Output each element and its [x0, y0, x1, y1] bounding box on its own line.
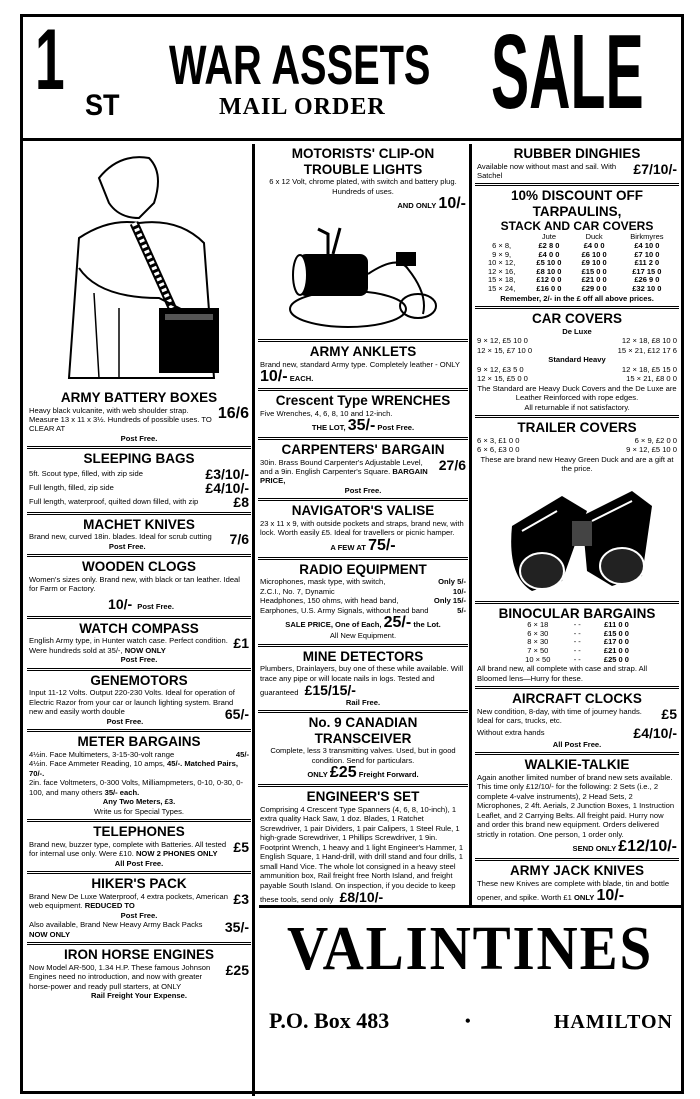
company-address: P.O. Box 483	[269, 1008, 390, 1033]
table-cell: £21 0 0	[581, 275, 607, 285]
iron-horse-description: Now Model AR-500, 1.34 H.P. These famous Johnson Engines need no introduction, and now with greater horse-power and ready pull starters, at ONLY	[29, 962, 211, 991]
aircraft-clocks-title: AIRCRAFT CLOCKS	[512, 691, 642, 707]
battery-box-title: ARMY BATTERY BOXES	[60, 390, 218, 405]
battery-box-note: Post Free.	[120, 433, 158, 443]
watch-compass-only: NOW ONLY	[124, 645, 166, 655]
watch-compass-ad	[27, 619, 251, 671]
aircraft-clocks-variant: Without extra hands	[477, 727, 545, 737]
carpenters-note: Post Free.	[344, 485, 382, 495]
machet-knives-ad	[27, 515, 251, 557]
telephones-note: All Post Free.	[114, 858, 164, 868]
table-cell: 6 × 18	[527, 620, 549, 630]
machet-knives-price: 7/6	[229, 531, 249, 548]
trailer-cover-size: 6 × 3, £1 0 0	[477, 435, 520, 445]
car-covers-standard: Standard Heavy	[548, 355, 606, 365]
table-cell: 10 × 50	[525, 654, 551, 664]
wrenches-note: Post Free.	[377, 423, 415, 432]
walkie-talkie-send: SEND ONLY	[572, 843, 617, 853]
headline-subtitle: MAIL ORDER	[219, 94, 386, 120]
table-cell: £4 0 0	[583, 240, 605, 250]
valise-title: NAVIGATOR'S VALISE	[291, 503, 435, 519]
aircraft-clocks-ad	[475, 689, 679, 755]
mine-detectors-note: Rail Free.	[345, 697, 381, 707]
jack-knives-title: ARMY JACK KNIVES	[509, 862, 645, 878]
iron-horse-ad	[27, 945, 251, 1003]
hikers-pack-price: £3	[233, 890, 249, 907]
table-cell: £7 10 0	[634, 249, 660, 259]
wrenches-ad	[258, 391, 468, 440]
sleeping-bag-line: 5ft. Scout type, filled, with zip side	[29, 469, 143, 479]
masthead	[23, 12, 681, 141]
carpenters-bargain-price: BARGAIN PRICE,	[260, 467, 428, 486]
tarpaulins-note: Remember, 2/- in the £ off all above prices.	[500, 293, 654, 303]
table-row: 6 × 18 - - £11 0 0	[507, 621, 647, 630]
sleeping-bag-price: £8	[233, 493, 249, 510]
valise-description: 23 x 11 x 9, with outside pockets and straps, brand new, with lock. Worth easily £5. Ideal for travellers or picnic hamper.	[260, 518, 464, 538]
dinghies-price: £7/10/-	[633, 160, 677, 177]
table-cell: 15 × 24,	[488, 284, 516, 294]
radio-sale-price: SALE PRICE, One of Each,	[285, 620, 382, 630]
trailer-cover-size: 6 × 9, £2 0 0	[634, 435, 677, 445]
trouble-lights-only: AND ONLY	[397, 201, 437, 210]
tarpaulins-title-2: TARPAULINS,	[532, 204, 622, 219]
jack-knives-only: ONLY	[573, 892, 595, 902]
mine-detectors-description: Plumbers, Drainlayers, buy one of these while available. Will trace any pipe or will locate nails in logs. Tested and guaranteed	[260, 664, 464, 698]
table-header: Birkmyres	[630, 232, 664, 242]
binocular-price-table	[507, 621, 647, 664]
company-city: HAMILTON	[553, 1011, 673, 1033]
army-anklets-description: Brand new, standard Army type. Completely leather - ONLY	[260, 359, 460, 369]
engineers-set-price: £8/10/-	[339, 889, 384, 904]
genemotors-description: Input 11-12 Volts. Output 220-230 Volts. Ideal for operation of Electric Razor from your car or launch lighting system. Brand new and easily worth double	[29, 688, 235, 717]
radio-price: 5/-	[457, 605, 466, 615]
table-cell: £16 0 0	[536, 284, 562, 294]
wrenches-lot: THE LOT,	[311, 423, 346, 432]
aircraft-clocks-description: New condition, 8-day, with time of journey hands. Ideal for cars, trucks, etc.	[477, 706, 642, 726]
genemotors-price: 65/-	[224, 706, 249, 723]
car-cover-size: 12 × 18, £5 15 0	[621, 364, 677, 374]
meter-bargains-title: METER BARGAINS	[77, 734, 201, 750]
transceiver-title: No. 9 CANADIAN TRANSCEIVER	[308, 715, 418, 746]
engineers-set-ad	[258, 787, 468, 904]
army-anklets-price: 10/-	[260, 368, 288, 385]
machet-knives-note: Post Free.	[108, 541, 146, 551]
back-pack-description: Also available, Brand New Heavy Army Back Packs	[29, 920, 203, 930]
company-name: VALINTINES	[286, 915, 654, 983]
car-cover-size: 15 × 21, £8 0 0	[626, 374, 677, 384]
watch-compass-title: WATCH COMPASS	[79, 620, 199, 636]
table-cell: £11 2 0	[634, 258, 660, 268]
trouble-lights-title: MOTORISTS' CLIP-ON TROUBLE LIGHTS	[291, 146, 435, 177]
genemotors-note: Post Free.	[106, 716, 144, 726]
wooden-clogs-title: WOODEN CLOGS	[82, 559, 196, 575]
sleeping-bag-line: Full length, waterproof, quilted down filled, with zip	[29, 497, 199, 507]
table-cell: 6 × 30	[527, 628, 549, 638]
table-cell: 8 × 30	[527, 637, 549, 647]
binocular-description: All brand new, all complete with case and strap. All Bloomed lens—Hurry for these.	[477, 664, 648, 683]
wooden-clogs-ad	[27, 557, 251, 618]
aircraft-clocks-price-2: £4/10/-	[633, 724, 677, 741]
trouble-light-illustration	[278, 214, 448, 334]
car-cover-size: 9 × 12, £3 5 0	[477, 364, 524, 374]
table-cell: 6 × 8,	[492, 240, 512, 250]
sleeping-bags-title: SLEEPING BAGS	[83, 451, 195, 467]
wooden-clogs-price: 10/-	[108, 595, 133, 612]
separator-dot: •	[465, 1013, 471, 1030]
transceiver-price: £25	[329, 764, 357, 782]
meter-note: Write us for Special Types.	[93, 806, 185, 816]
telephones-title: TELEPHONES	[93, 824, 185, 840]
table-cell: 12 × 16,	[488, 266, 516, 276]
column-divider	[469, 144, 472, 906]
trailer-covers-ad	[475, 418, 679, 603]
car-covers-description: The Standard are Heavy Duck Covers and the De Luxe are Leather Reinforced with rope edges.	[477, 383, 677, 403]
army-anklets-title: ARMY ANKLETS	[309, 344, 417, 359]
car-cover-size: 9 × 12, £5 10 0	[477, 336, 528, 346]
column-middle	[258, 144, 468, 904]
radio-note: All New Equipment.	[329, 631, 397, 641]
walkie-talkie-title: WALKIE-TALKIE	[524, 757, 630, 773]
table-cell: £15 0 0	[581, 266, 607, 276]
telephones-price: £5	[233, 838, 249, 855]
back-pack-only: NOW ONLY	[29, 929, 71, 939]
wooden-clogs-description: Women's sizes only. Brand new, with black or tan leather. Ideal for Farm or Factory.	[29, 574, 240, 594]
meter-line: 2in. face Voltmeters, 0-300 Volts, Milliampmeters, 0-10, 0-30, 0-100, and many others	[29, 778, 243, 797]
walkie-talkie-ad	[475, 755, 679, 861]
hikers-pack-reduced: REDUCED TO	[84, 901, 135, 911]
soldier-with-battery-box-illustration	[39, 148, 239, 388]
sleeping-bags-ad	[27, 449, 251, 515]
radio-line: Z.C.I., No. 7, Dynamic	[260, 586, 335, 596]
radio-equipment-title: RADIO EQUIPMENT	[299, 561, 427, 577]
trailer-covers-description: These are brand new Heavy Green Duck and are a gift at the price.	[480, 454, 674, 474]
binoculars-illustration	[492, 476, 662, 596]
radio-price: 10/-	[452, 586, 466, 596]
headline-sale: SALE	[491, 13, 644, 131]
table-row: 7 × 50 - - £21 0 0	[507, 647, 647, 656]
dinghies-ad	[475, 144, 679, 186]
table-row: 10 × 50 - - £25 0 0	[507, 656, 647, 665]
table-row: 6 × 30 - - £15 0 0	[507, 630, 647, 639]
trouble-lights-ad	[258, 144, 468, 342]
column-left	[27, 144, 251, 1092]
engineers-set-title: ENGINEER'S SET	[306, 789, 420, 805]
table-cell: £9 10 0	[581, 258, 607, 268]
battery-box-ad	[27, 144, 251, 449]
meter-line: 4½in. Face Multimeters, 3-15-30-volt range	[29, 749, 175, 759]
machet-knives-title: MACHET KNIVES	[83, 516, 195, 532]
meter-bargains-ad	[27, 732, 251, 822]
table-cell: £21 0 0	[603, 645, 629, 655]
table-row	[477, 285, 677, 294]
table-cell: £17 0 0	[603, 637, 629, 647]
radio-price: Only 15/-	[433, 596, 466, 606]
back-pack-price: 35/-	[224, 919, 249, 936]
table-cell: £5 10 0	[536, 258, 562, 268]
trailer-covers-title: TRAILER COVERS	[517, 420, 637, 436]
army-anklets-ad	[258, 342, 468, 391]
table-cell: £4 10 0	[634, 240, 660, 250]
engineers-set-description: Comprising 4 Crescent Type Spanners (4, 6, 8, 10-inch), 1 extra quality Hack Saw, 1 doz. Blades, 1 Ratchet Screwdriver, 1 pair Dividers, 1 pair Calipers, 1 Steel Rule, 1 high-grade Screwdriver, 1 Phillips Screwdriver, 1 9in. Footprint Wrench, 1 heavy and 1 light Engineer's Hammer, 1 English Square, 1 Hand-drill, with drill stand and four drills, 1 small Hand Vice. The whole lot consigned in a heavy steel ammunition box, Rail freight free North Island, and freight payable South Island. On inspection, if you decide to keep these tools, send only	[260, 804, 464, 904]
hikers-pack-title: HIKER'S PACK	[91, 876, 187, 892]
table-cell: £17 15 0	[632, 266, 662, 276]
trouble-lights-price: 10/-	[438, 195, 466, 212]
car-covers-title: CAR COVERS	[531, 311, 622, 327]
transceiver-note: Freight Forward.	[358, 770, 419, 780]
telephones-now: NOW 2 PHONES ONLY	[135, 849, 218, 859]
table-cell: 10 × 12,	[488, 258, 516, 268]
genemotors-ad	[27, 671, 251, 732]
table-cell: £2 8 0	[538, 240, 560, 250]
valintines-footer	[259, 905, 681, 1097]
car-cover-size: 12 × 18, £8 10 0	[621, 336, 677, 346]
watch-compass-description: English Army type, in Hunter watch case. Perfect condition. Were hundreds sold at 35/-,	[29, 636, 228, 655]
table-cell: £29 0 0	[581, 284, 607, 294]
table-cell: £32 10 0	[632, 284, 662, 294]
table-cell: £15 0 0	[603, 628, 629, 638]
valise-few: A FEW AT	[330, 542, 366, 552]
table-cell: 9 × 9,	[492, 249, 512, 259]
valise-ad	[258, 501, 468, 559]
table-cell: 7 × 50	[527, 645, 549, 655]
walkie-talkie-price: £12/10/-	[618, 837, 677, 855]
transceiver-description: Complete, less 3 transmitting valves. Used, but in good condition. Send for particulars.	[270, 746, 456, 765]
column-divider	[252, 144, 255, 1096]
car-covers-note: All returnable if not satisfactory.	[524, 402, 630, 412]
wrenches-description: Five Wrenches, 4, 6, 8, 10 and 12-inch.	[260, 408, 393, 418]
table-cell: £4 0 0	[538, 249, 560, 259]
radio-lot: the Lot.	[413, 620, 441, 630]
carpenters-ad	[258, 440, 468, 501]
radio-line: Earphones, U.S. Army Signals, without head band	[260, 605, 429, 615]
hikers-pack-description: Brand New De Luxe Waterproof, 4 extra pockets, American web equipment.	[29, 891, 228, 911]
mine-detectors-title: MINE DETECTORS	[302, 648, 424, 664]
trouble-lights-description: 6 x 12 Volt, chrome plated, with switch and battery plug. Hundreds of uses.	[269, 177, 457, 196]
army-anklets-each: EACH.	[289, 374, 314, 383]
wooden-clogs-note: Post Free.	[137, 601, 174, 611]
watch-compass-price: £1	[233, 635, 249, 652]
table-cell: £6 10 0	[581, 249, 607, 259]
valise-price: 75/-	[368, 536, 396, 554]
jack-knives-price: 10/-	[596, 886, 625, 904]
tarpaulins-price-table	[477, 233, 677, 293]
jack-knives-ad	[475, 861, 679, 907]
meter-price: 45/-. Matched Pairs, 70/-.	[29, 759, 238, 778]
table-cell: £26 9 0	[634, 275, 660, 285]
carpenters-price: 27/6	[438, 456, 466, 473]
table-header: Duck	[585, 232, 603, 242]
table-cell: 15 × 18,	[488, 275, 516, 285]
meter-price: 35/- each.	[104, 787, 140, 797]
mine-detectors-price: £15/15/-	[304, 682, 356, 699]
table-header: Jute	[541, 232, 557, 242]
battery-box-price: 16/6	[217, 404, 249, 422]
aircraft-clocks-note: All Post Free.	[552, 739, 602, 749]
carpenters-title: CARPENTERS' BARGAIN	[281, 442, 445, 457]
advertisement	[20, 14, 684, 1094]
headline-title: WAR ASSETS	[169, 33, 431, 96]
meter-offer: Any Two Meters, £3.	[102, 797, 176, 807]
radio-price: Only 5/-	[438, 577, 466, 587]
iron-horse-title: IRON HORSE ENGINES	[63, 947, 215, 963]
car-cover-size: 15 × 21, £12 17 6	[617, 345, 677, 355]
tarpaulins-title-3: STACK AND CAR COVERS	[500, 218, 654, 233]
wrenches-title: Crescent Type WRENCHES	[275, 393, 451, 408]
meter-line: 4½in. Face Ammeter Reading, 10 amps,	[29, 759, 165, 769]
jack-knives-description: These new Knives are complete with blade, tin and bottle opener, and spike. Worth £1	[477, 878, 670, 902]
table-cell: £8 10 0	[536, 266, 562, 276]
car-covers-deluxe: De Luxe	[562, 326, 592, 336]
sleeping-bag-price: £4/10/-	[205, 479, 249, 496]
table-cell: £12 0 0	[536, 275, 562, 285]
iron-horse-note: Rail Freight Your Expense.	[91, 991, 187, 1001]
dinghies-title: RUBBER DINGHIES	[513, 146, 641, 161]
iron-horse-price: £25	[225, 961, 249, 978]
table-cell: £11 0 0	[604, 620, 629, 630]
watch-compass-note: Post Free.	[120, 655, 158, 665]
machet-knives-description: Brand new, curved 18in. blades. Ideal for scrub cutting	[29, 532, 212, 542]
trailer-cover-size: 9 × 12, £5 10 0	[626, 445, 677, 455]
tarpaulins-title-1: 10% DISCOUNT OFF	[510, 188, 643, 204]
hikers-pack-ad	[27, 874, 251, 945]
meter-price: 45/-	[235, 749, 249, 759]
aircraft-clocks-price: £5	[661, 705, 677, 722]
car-covers-ad	[475, 309, 679, 418]
radio-line: Microphones, mask type, with switch,	[260, 577, 386, 587]
table-row: 8 × 30 - - £17 0 0	[507, 638, 647, 647]
sleeping-bag-price: £3/10/-	[205, 465, 249, 482]
telephones-ad	[27, 822, 251, 874]
dinghies-description: Available now without mast and sail. With Satchel	[477, 161, 617, 180]
car-cover-size: 12 × 15, £5 0 0	[477, 374, 528, 384]
mine-detectors-ad	[258, 647, 468, 713]
tarpaulins-ad	[475, 186, 679, 309]
carpenters-description: 30in. Brass Bound Carpenter's Adjustable Level, and a 9in. English Carpenter's Square.	[260, 457, 423, 476]
walkie-talkie-description: Again another limited number of brand new sets available. This time only £12/10/- for the following: 2 Sets (i.e., 2 complete 4-valve instruments), 2 Head Sets, 2 Microphones, 2 4ft. Aerials, 2 Junction Boxes, 1 Instruction Leaflet, and 2 Carrying Belts. All freight paid. Hurry now and order this brand new equipment. Orders delivered strictly in rotation. One person, 1 order only.	[477, 772, 675, 839]
radio-line: Headphones, 150 ohms, with head band,	[260, 596, 399, 606]
transceiver-ad	[258, 713, 468, 787]
car-cover-size: 12 × 15, £7 10 0	[477, 345, 533, 355]
binocular-bargains-title: BINOCULAR BARGAINS	[498, 605, 656, 621]
binocular-bargains-ad	[475, 604, 679, 690]
telephones-description: Brand new, buzzer type, complete with Batteries. All tested for internal use only. Were £10.	[29, 839, 227, 859]
radio-equipment-ad	[258, 560, 468, 647]
battery-box-description: Heavy black vulcanite, with web shoulder strap. Measure 13 x 11 x 3½. Hundreds of possible uses. TO CLEAR AT	[29, 405, 212, 434]
headline-ordinal: ST	[85, 89, 120, 122]
transceiver-only: ONLY	[307, 770, 328, 780]
radio-price-total: 25/-	[383, 614, 412, 632]
hikers-pack-note: Post Free.	[120, 910, 158, 920]
sleeping-bag-line: Full length, filled, zip side	[29, 483, 114, 493]
trailer-cover-size: 6 × 6, £3 0 0	[477, 445, 520, 455]
wrenches-price: 35/-	[347, 417, 376, 434]
genemotors-title: GENEMOTORS	[90, 672, 188, 688]
table-cell: £25 0 0	[603, 654, 629, 664]
headline-number: 1	[35, 12, 63, 108]
